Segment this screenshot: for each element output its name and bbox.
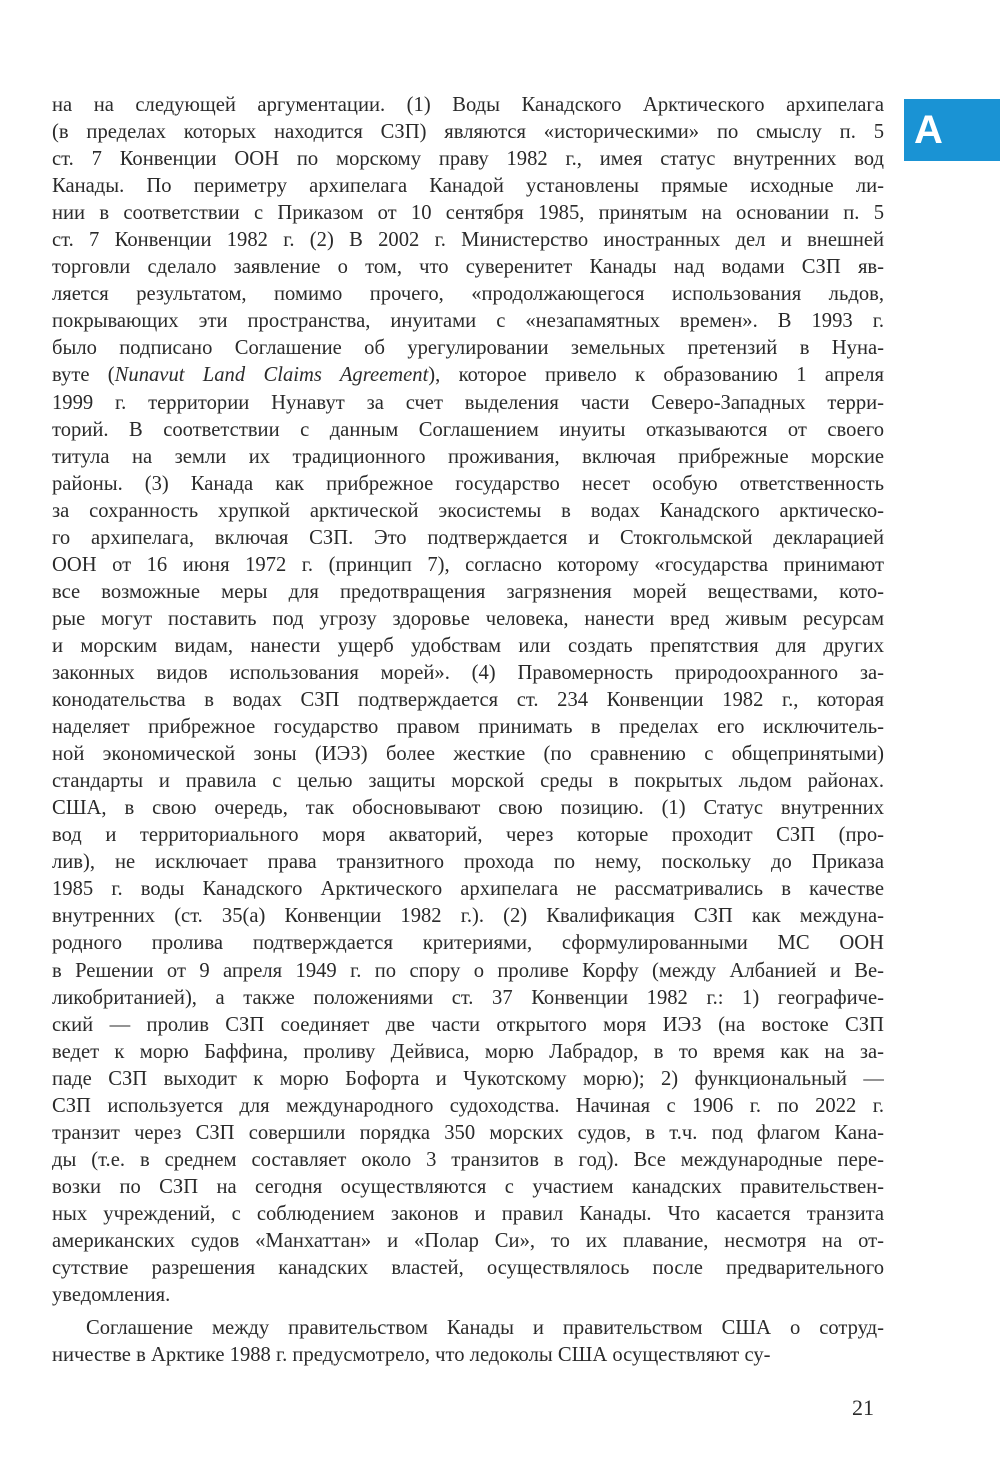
text-line: внутренних (ст. 35(а) Конвенции 1982 г.). (2) Квалификация СЗП как междуна- [52,905,884,928]
text-line: паде СЗП выходит к морю Бофорта и Чукотскому морю); 2) функциональный — [52,1067,884,1090]
text-line: родного пролива подтверждается критериями, сформулированными МС ООН [52,932,884,955]
text-line: вод и территориального моря акваторий, через которые проходит СЗП (про- [52,824,884,847]
text-line: сутствие разрешения канадских властей, осуществлялось после предварительного [52,1257,884,1280]
text-line: за сохранность хрупкой арктической экосистемы в водах Канадского арктическо- [52,499,884,522]
text-line: нии в соответствии с Приказом от 10 сентября 1985, принятым на основании п. 5 [52,202,884,225]
text-line [52,362,884,389]
text-line: Соглашение между правительством Канады и правительством США о сотруд- [86,1317,884,1340]
body-text [52,92,884,1369]
text-line: уведомления. [52,1284,171,1307]
text-line: стандарты и правила с целью защиты морской среды в покрытых льдом районах. [52,770,884,793]
text-line: и морским видам, нанести ущерб удобствам или создать препятствия для других [52,634,884,657]
text-line: в Решении от 9 апреля 1949 г. по спору о проливе Корфу (между Албанией и Ве- [52,959,884,982]
text-line: США, в свою очередь, так обосновывают свою позицию. (1) Статус внутренних [52,797,884,820]
text-line: ведет к морю Баффина, проливу Дейвиса, морю Лабрадор, в то время как на за- [52,1040,884,1063]
page-number: 21 [852,1395,874,1420]
text-line: Канады. По периметру архипелага Канадой установлены прямые исходные ли- [52,175,884,198]
text-line: на на следующей аргументации. (1) Воды Канадского Арктического архипелага [52,94,884,116]
text-line: районы. (3) Канада как прибрежное государство несет особую ответственность [52,472,884,495]
text-line: го архипелага, включая СЗП. Это подтверждается и Стокгольмской декларацией [52,526,884,549]
text-line: ничестве в Арктике 1988 г. предусмотрело, что ледоколы США осуществляют су- [52,1344,771,1367]
italic-title: Nunavut Land Claims Agreement [114,364,429,387]
text-line: конодательства в водах СЗП подтверждается ст. 234 Конвенции 1982 г., которая [52,689,884,712]
text-line: торговли сделало заявление о том, что суверенитет Канады над водами СЗП яв- [52,256,884,279]
text-line: ных учреждений, с соблюдением законов и правил Канады. Что касается транзита [52,1202,884,1225]
text-line: ды (т.е. в среднем составляет около 3 транзитов в год). Все международные пере- [52,1148,884,1171]
paragraph-1 [52,92,884,1309]
text-line: ной экономической зоны (ИЭЗ) более жесткие (по сравнению с общепринятыми) [52,743,884,766]
text-line: рые могут поставить под угрозу здоровье человека, нанести вред живым ресурсам [52,607,884,630]
text-line: титула на земли их традиционного проживания, включая прибрежные морские [52,445,884,468]
text-line: ляется результатом, помимо прочего, «продолжающегося использования льдов, [52,283,884,306]
text-line: было подписано Соглашение об урегулировании земельных претензий в Нуна- [52,337,884,360]
text-line: покрывающих эти пространства, инуитами с «незапамятных времен». В 1993 г. [52,310,884,333]
text-line: (в пределах которых находится СЗП) являются «историческими» по смыслу п. 5 [52,121,884,144]
text-line: ст. 7 Конвенции 1982 г. (2) В 2002 г. Министерство иностранных дел и внешней [52,229,884,252]
line-segment: ), которое привело к образованию 1 апреля [428,364,884,387]
text-line: ский — пролив СЗП соединяет две части открытого моря ИЭЗ (на востоке СЗП [52,1013,884,1036]
section-letter: А [914,108,943,152]
text-line: возки по СЗП на сегодня осуществляются с участием канадских правительствен- [52,1175,884,1198]
text-line: ликобританией), а также положениями ст. 37 Конвенции 1982 г.: 1) географиче- [52,986,884,1009]
text-line: законных видов использования морей». (4) Правомерность природоохранного за- [52,661,884,684]
text-line: лив), не исключает права транзитного прохода по нему, поскольку до Приказа [52,851,884,874]
text-line: транзит через СЗП совершили порядка 350 морских судов, в т.ч. под флагом Кана- [52,1121,884,1144]
text-line: 1985 г. воды Канадского Арктического архипелага не рассматривались в качестве [52,878,884,901]
section-letter-tab [904,99,1000,161]
text-line: 1999 г. территории Нунавут за счет выделения части Северо-Западных терри- [52,391,884,414]
text-line: наделяет прибрежное государство правом принимать в пределах его исключитель- [52,716,884,739]
text-line: ст. 7 Конвенции ООН по морскому праву 1982 г., имея статус внутренних вод [52,148,884,171]
text-line: торий. В соответствии с данным Соглашением инуиты отказываются от своего [52,418,884,441]
text-line: все возможные меры для предотвращения загрязнения морей веществами, кото- [52,580,884,603]
line-segment: вуте ( [52,364,115,387]
text-line: американских судов «Манхаттан» и «Полар Си», то их плавание, несмотря на от- [52,1229,884,1252]
text-line: СЗП используется для международного судоходства. Начиная с 1906 г. по 2022 г. [52,1094,884,1117]
text-line: ООН от 16 июня 1972 г. (принцип 7), согласно которому «государства принимают [52,553,884,576]
paragraph-2 [52,1315,884,1369]
